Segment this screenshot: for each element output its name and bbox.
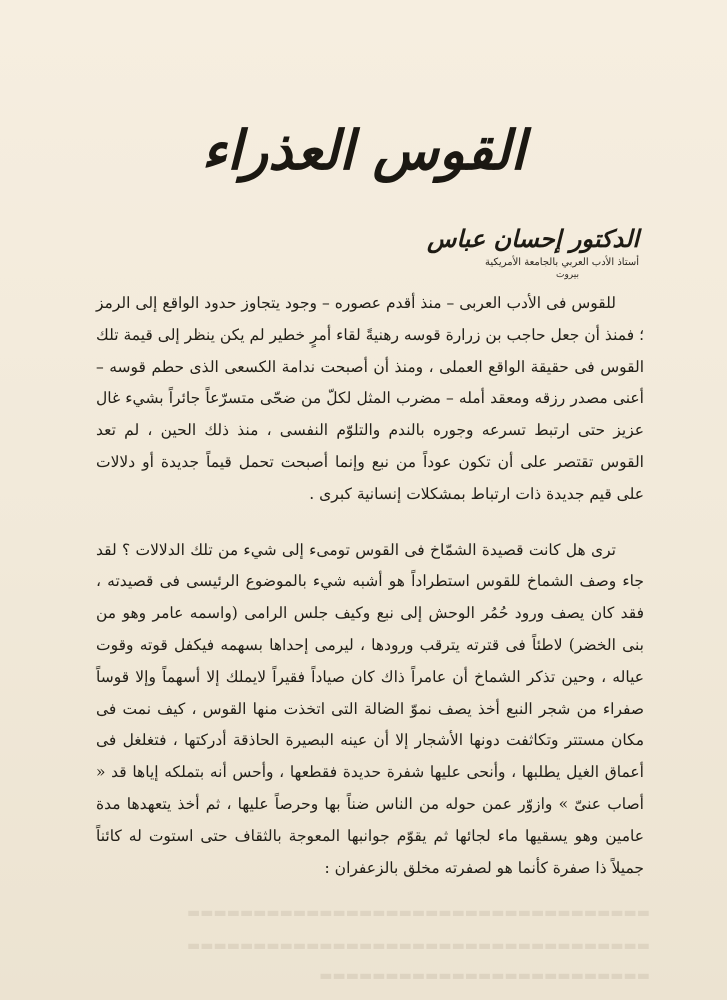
author-block (389, 224, 639, 280)
article-body (96, 288, 644, 884)
article-title: القوس العذراء (201, 118, 526, 182)
paragraph-1: للقوس فى الأدب العربى – منذ أقدم عصوره – وجود يتجاوز حدود الواقع إلى الرمز ؛ فمنذ أن جعل حاجب بن زرارة قوسه رهنيةً لقاء أمرٍ خطير لم يكن ينظر إلى قيمة تلك القوس فى حقيقة الواقع العملى ، ومنذ أن أصبحت ندامة الكسعى الذى حطم قوسه – أعنى مصدر رزقه ومعقد أمله – مضرب المثل لكلّ من ضحّى متسرّعاً جائراً بشيء غال عزيز حتى ارتبط تسرعه وجوره بالندم والتلوّم النفسى ، منذ ذلك الحين ، لم تعد القوس تقتصر على أن تكون عوداً من نبع وإنما أصبحت تحمل قيماً جديدة أو دلالات على قيم جديدة ذات ارتباط بمشكلات إنسانية كبرى . (96, 294, 644, 503)
author-name: الدكتور إحسان عباس (427, 224, 639, 253)
author-city: بيروت (555, 270, 579, 280)
show-through-texture: ▬▬▬▬▬▬▬▬▬▬▬▬▬▬▬▬▬▬▬▬▬▬▬▬▬ (319, 968, 650, 984)
show-through-texture: ▬▬▬▬▬▬▬▬▬▬▬▬▬▬▬▬▬▬▬▬▬▬▬▬▬▬▬▬▬▬▬▬▬▬▬ (187, 905, 650, 921)
show-through-texture: ▬▬▬▬▬▬▬▬▬▬▬▬▬▬▬▬▬▬▬▬▬▬▬▬▬▬▬▬▬▬▬▬▬▬▬ (187, 938, 650, 954)
author-affiliation: أستاذ الأدب العربي بالجامعة الأمريكية (485, 257, 639, 268)
paragraph-2: ترى هل كانت قصيدة الشمّاخ فى القوس تومىء إلى شيء من تلك الدلالات ؟ لقد جاء وصف الشماخ للقوس استطراداً هو أشبه شيء بالموضوع الرئيسى فى قصيدته ، فقد كان يصف ورود حُمُر الوحش إلى نبع وكيف جلس الرامى (واسمه عامر وهو من بنى الخضر) لاطئاً فى قترته يترقب ورودها ، ليرمى إحداها بسهمه فيكفل قوته وقوت عياله ، وحين تذكر الشماخ أن عامراً ذاك كان صياداً فقيراً لايملك إلا أسهماً وإلا قوساً صفراء من شجر النبع أخذ يصف نموّ الضالة التى اتخذت منها القوس ، كيف نمت فى مكان مستتر وتكاثفت دونها الأشجار إلا أن عينه البصيرة الحاذقة أدركتها ، فتغلغل فى أعماق الغيل يطلبها ، وأنحى عليها شفرة حديدة فقطعها ، وأحس أنه بتملكه إياها قد « أصاب عنىّ » وازوّر عمن حوله من الناس ضناً بها وحرصاً عليها ، ثم أخذ يتعهدها مدة عامين وهو يسقيها ماء لجائها ثم يقوّم جوانبها المعوجة بالثقاف حتى استوت له كائناً جميلاً ذا صفرة كأنما هو لصفرته مخلق بالزعفران : (96, 540, 644, 877)
